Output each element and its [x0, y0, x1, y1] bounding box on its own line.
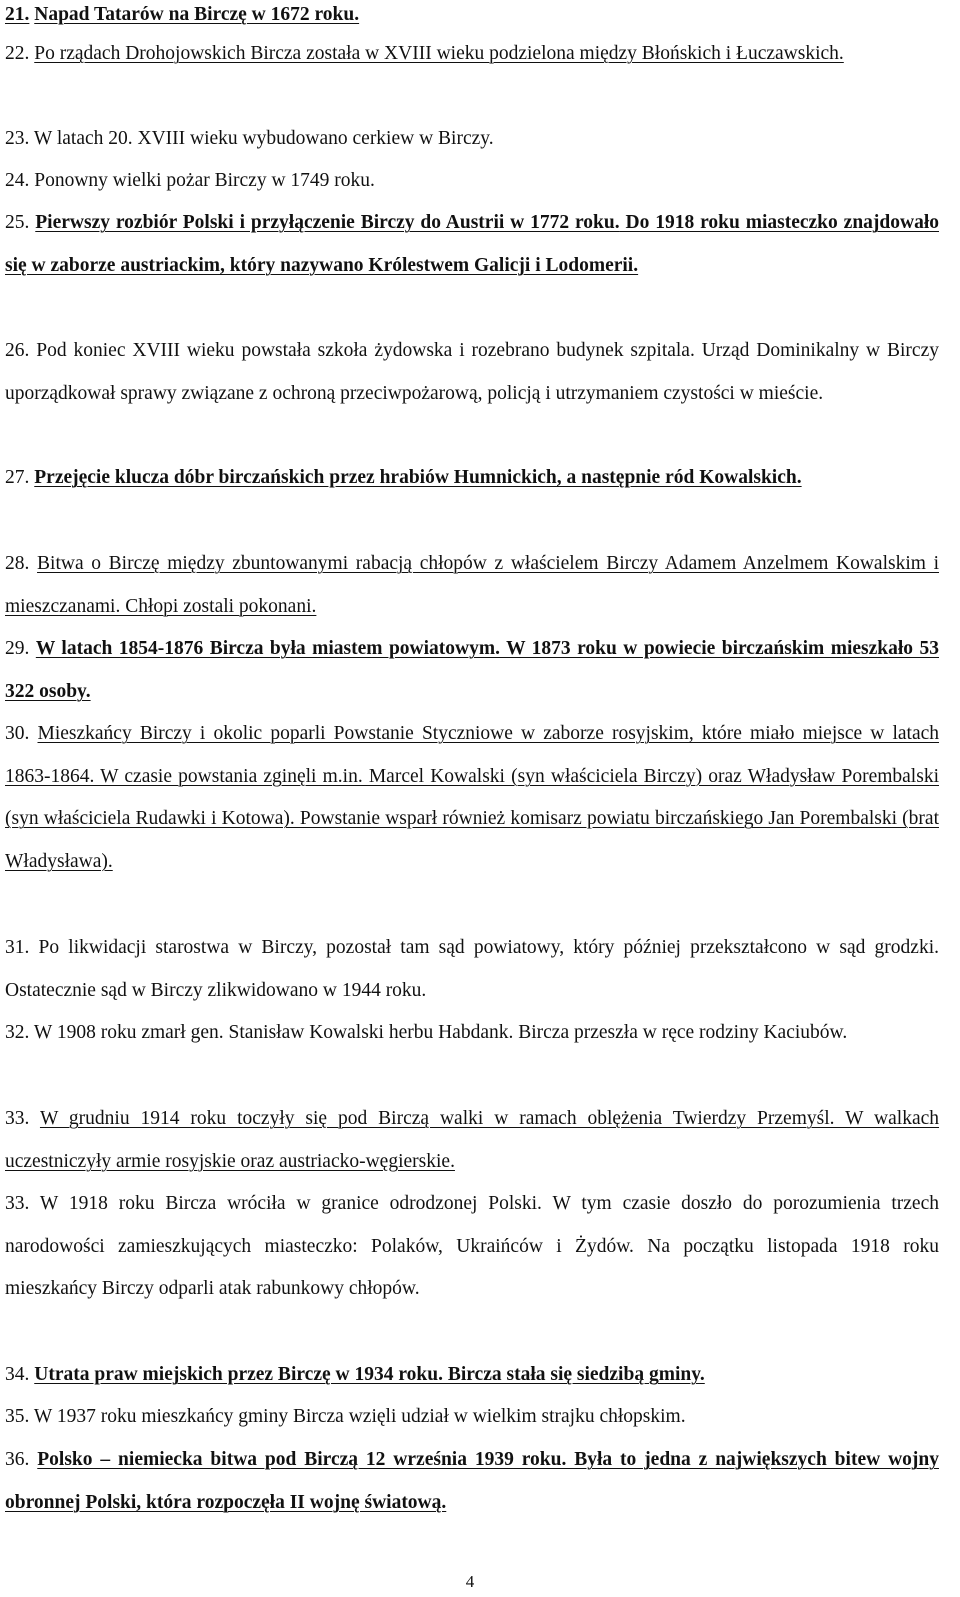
list-item-29	[5, 628, 939, 713]
item-number: 36.	[5, 1449, 30, 1470]
item-text: Po rządach Drohojowskich Bircza została w XVIII wieku podzielona między Błońskich i Łuczawskich.	[34, 43, 844, 64]
item-number: 33.	[5, 1108, 30, 1129]
page-number: 4	[465, 1572, 475, 1591]
item-text: Utrata praw miejskich przez Birczę w 1934 roku. Bircza stała się siedzibą gminy.	[34, 1364, 705, 1385]
list-item-24	[5, 160, 939, 203]
item-text: Mieszkańcy Birczy i okolic poparli Powstanie Styczniowe w zaborze rosyjskim, które miało miejsce w latach 1863-1864. W czasie powstania zginęli m.in. Marcel Kowalski (syn właściciela Birczy) oraz Władysław Porembalski (syn właściciela Rudawki i Kotowa). Powstanie wsparł również komisarz powiatu birczańskiego Jan Porembalski (brat Władysława).	[5, 723, 940, 872]
list-item-30	[5, 713, 939, 883]
item-number: 32.	[5, 1022, 30, 1043]
item-number: 34.	[5, 1364, 30, 1385]
list-item-27	[5, 457, 939, 500]
list-item-23	[5, 118, 939, 161]
list-item-28	[5, 543, 939, 628]
list-item-21	[5, 0, 939, 37]
list-item-33a	[5, 1098, 939, 1183]
item-text: Pierwszy rozbiór Polski i przyłączenie Birczy do Austrii w 1772 roku.	[35, 212, 620, 233]
item-text: W latach 20. XVIII wieku wybudowano cerkiew w Birczy.	[33, 128, 494, 149]
item-text: Przejęcie klucza dóbr birczańskich przez hrabiów Humnickich, a następnie ród Kowalskich.	[34, 467, 802, 488]
item-number: 26.	[5, 340, 30, 361]
item-number: 35.	[5, 1406, 30, 1427]
item-text: Napad Tatarów na Birczę w 1672 roku.	[34, 4, 360, 25]
item-number: 31.	[5, 937, 30, 958]
item-text: Bitwa o Birczę między zbuntowanymi rabacją chłopów z właścielem Birczy Adamem Anzelmem Kowalskim i mieszczanami. Chłopi zostali pokonani.	[5, 553, 939, 617]
list-item-31	[5, 927, 939, 1012]
item-text: Ponowny wielki pożar Birczy w 1749 roku.	[34, 170, 375, 191]
item-text: W grudniu 1914 roku toczyły się pod Birczą walki w ramach oblężenia Twierdzy Przemyśl. W walkach uczestniczyły armie rosyjskie oraz austriacko-węgierskie.	[5, 1108, 940, 1172]
list-item-32	[5, 1012, 939, 1055]
item-number: 28.	[5, 553, 30, 574]
item-number: 25.	[5, 212, 30, 233]
list-item-25	[5, 202, 939, 287]
item-number: 23.	[5, 128, 30, 149]
item-text: Pod koniec XVIII wieku powstała szkoła żydowska i rozebrano budynek szpitala. Urząd Dominikalny w Birczy uporządkował sprawy związane z ochroną przeciwpożarową, policją i utrzymaniem czystości w mieście.	[5, 340, 939, 404]
item-text-continued: W 1873 roku w powiecie birczańskim mieszkało 53 322 osoby.	[5, 638, 939, 702]
list-item-36	[5, 1439, 939, 1524]
item-number: 29.	[5, 638, 30, 659]
item-text: W 1908 roku zmarł gen. Stanisław Kowalski herbu Habdank. Bircza przeszła w ręce rodziny Kaciubów.	[33, 1022, 848, 1043]
item-text: W 1918 roku Bircza wróciła w granice odrodzonej Polski. W tym czasie doszło do porozumienia trzech narodowości zamieszkujących miasteczko: Polaków, Ukraińców i Żydów. Na początku listopada 1918 roku mieszkańcy Birczy odparli atak rabunkowy chłopów.	[5, 1193, 939, 1300]
item-text: Polsko – niemiecka bitwa pod Birczą 12 września 1939 roku. Była to jedna z największych bitew wojny obronnej Polski, która rozpoczęła II wojnę światową.	[5, 1449, 939, 1513]
item-text-continued: Do 1918 roku miasteczko znajdowało się w zaborze austriackim, który nazywano Królestwem Galicji i Lodomerii.	[5, 212, 939, 276]
item-number: 22.	[5, 43, 30, 64]
item-number: 30.	[5, 723, 30, 744]
item-text: W latach 1854-1876 Bircza była miastem powiatowym.	[35, 638, 500, 659]
item-number: 27.	[5, 467, 30, 488]
item-text: W 1937 roku mieszkańcy gminy Bircza wzięli udział w wielkim strajku chłopskim.	[33, 1406, 686, 1427]
list-item-34	[5, 1354, 939, 1397]
list-item-26	[5, 330, 939, 415]
item-text: Po likwidacji starostwa w Birczy, pozostał tam sąd powiatowy, który później przekształcono w sąd grodzki. Ostatecznie sąd w Birczy zlikwidowano w 1944 roku.	[5, 937, 939, 1001]
item-number: 33.	[5, 1193, 30, 1214]
list-item-35	[5, 1396, 939, 1439]
item-number: 21.	[5, 4, 30, 25]
list-item-22	[5, 33, 939, 76]
item-number: 24.	[5, 170, 30, 191]
list-item-33b	[5, 1183, 939, 1311]
